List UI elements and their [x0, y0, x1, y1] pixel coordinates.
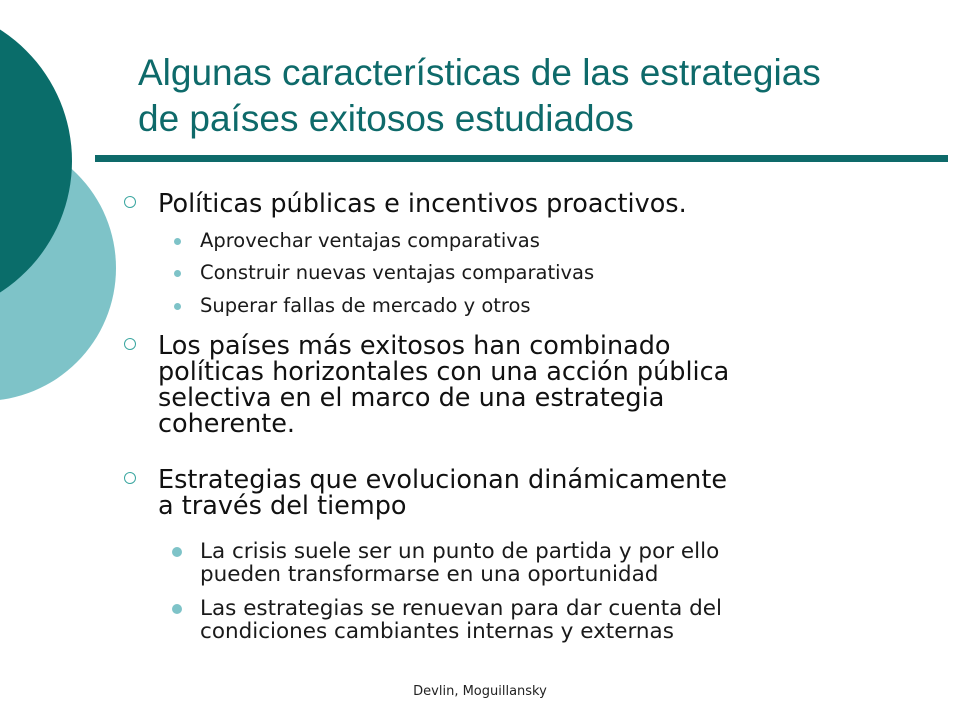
- bullet-3-sub-1-line-2: pueden transformarse en una oportunidad: [200, 562, 659, 587]
- bullet-1-sub-2-text: Construir nuevas ventajas comparativas: [200, 261, 595, 284]
- bullet-2-line-2: políticas horizontales con una acción pública: [158, 357, 730, 387]
- bullet-1-sub-1: [200, 229, 940, 253]
- slide-title-line-2: de países exitosos estudiados: [138, 98, 634, 139]
- dot-bullet-icon: [174, 303, 181, 310]
- bullet-3-sub-1-line-1: La crisis suele ser un punto de partida y por ello: [200, 539, 720, 564]
- title-underline: [95, 155, 948, 162]
- bullet-2-line-3: selectiva en el marco de una estrategia: [158, 383, 665, 413]
- slide-title: [138, 50, 938, 142]
- ring-bullet-icon: [124, 338, 136, 350]
- bullet-3-sub-1: [200, 540, 940, 586]
- bullet-3-sub-2-line-2: condiciones cambiantes internas y externas: [200, 619, 674, 644]
- bullet-2-line-4: coherente.: [158, 409, 296, 439]
- footer-authors: Devlin, Moguillansky: [413, 684, 547, 699]
- bullet-1-text: Políticas públicas e incentivos proactivos.: [158, 189, 687, 219]
- dot-bullet-icon: [172, 547, 182, 557]
- bullet-3-sub-2-line-1: Las estrategias se renuevan para dar cuenta del: [200, 596, 723, 621]
- bullet-1-sub-3: [200, 294, 940, 318]
- bullet-3-line-2: a través del tiempo: [158, 491, 407, 521]
- dot-bullet-icon: [174, 270, 181, 277]
- dot-bullet-icon: [172, 604, 182, 614]
- bullet-2: [158, 333, 938, 437]
- bullet-3-line-1: Estrategias que evolucionan dinámicamente: [158, 465, 728, 495]
- dot-bullet-icon: [174, 238, 181, 245]
- bullet-3: [158, 467, 938, 519]
- bullet-1: [158, 191, 938, 217]
- ring-bullet-icon: [124, 196, 136, 208]
- bullet-2-line-1: Los países más exitosos han combinado: [158, 331, 671, 361]
- bullet-1-sub-2: [200, 261, 940, 285]
- ring-bullet-icon: [124, 472, 136, 484]
- bullet-1-sub-1-text: Aprovechar ventajas comparativas: [200, 229, 540, 252]
- bullet-3-sub-2: [200, 597, 940, 643]
- bullet-1-sub-3-text: Superar fallas de mercado y otros: [200, 294, 531, 317]
- slide-title-line-1: Algunas características de las estrategias: [138, 52, 821, 93]
